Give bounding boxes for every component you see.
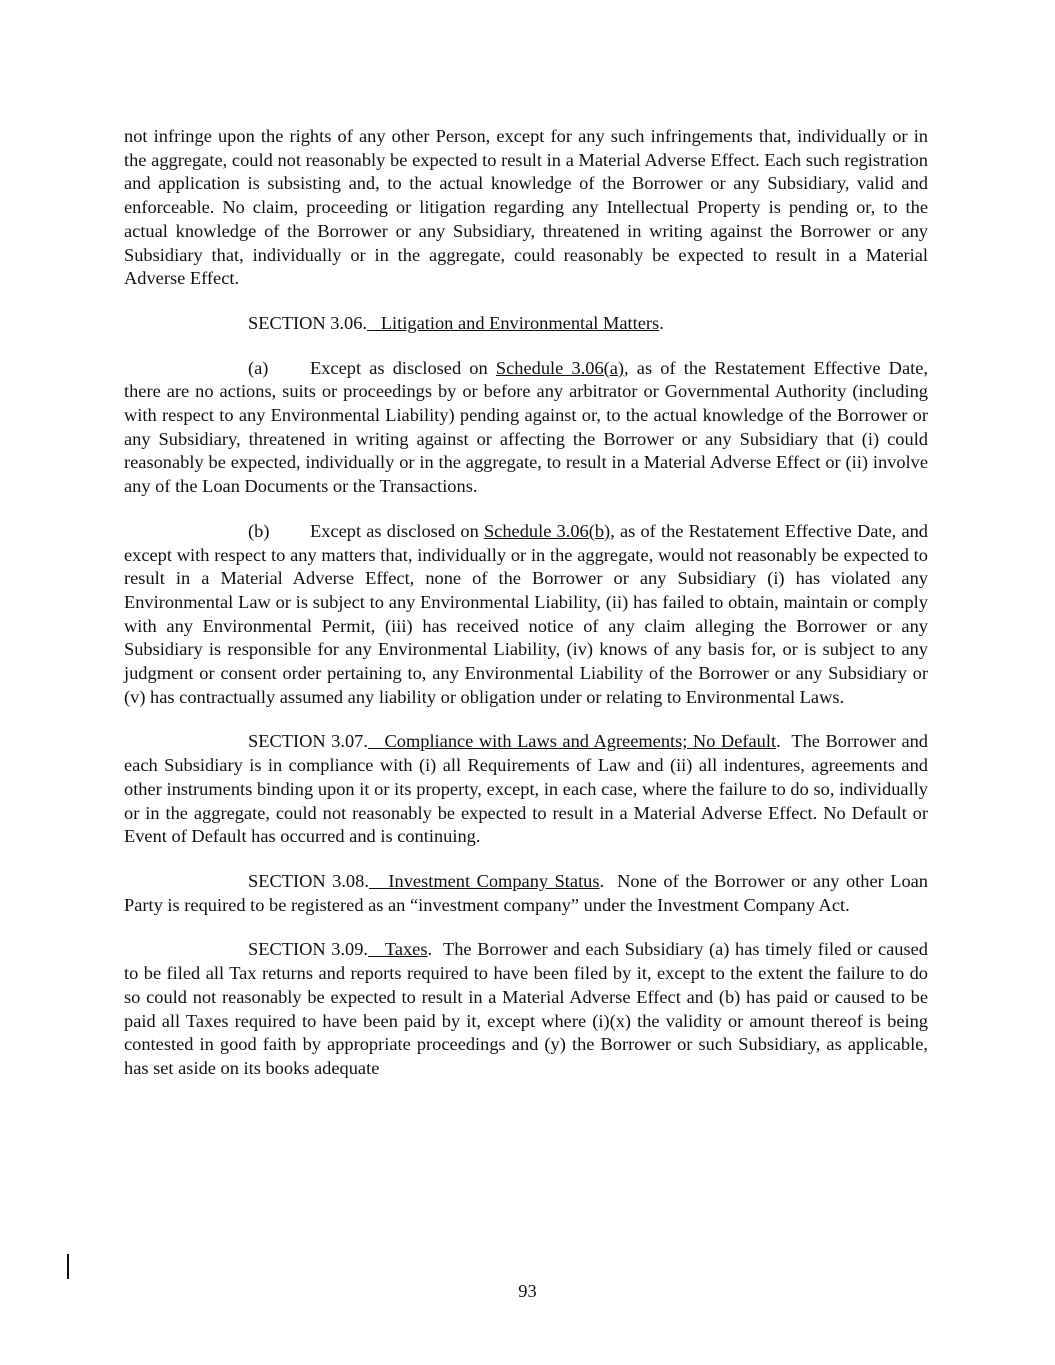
section-3-07-body: The Borrower and each Subsidiary is in compliance with (i) all Requirements of Law and (ii) all indentures, agreements and other instruments binding upon it or its property, except, in each case, where the failure to do so, individually or in the aggregate, could not reasonably be expected to result in a Material Adverse Effect. No Default or Event of Default has occurred and is continuing. — [124, 731, 928, 847]
section-3-08-title: Investment Company Status — [388, 870, 600, 891]
section-3-06-title: Litigation and Environmental Matters — [380, 312, 660, 333]
clause-b-pre: Except as disclosed on — [310, 520, 484, 541]
section-3-08-body: None of the Borrower or any other Loan Party is required to be registered as an “investment company” under the Investment Company Act. — [124, 870, 929, 915]
section-3-09-title: Taxes — [384, 939, 428, 960]
section-3-06-a-paragraph — [124, 357, 928, 499]
section-3-06-label: SECTION 3.06. — [248, 312, 368, 333]
schedule-3-06-a-reference: Schedule 3.06(a) — [495, 357, 625, 378]
section-3-06-b-paragraph — [124, 520, 928, 710]
section-3-07-label: SECTION 3.07. — [248, 731, 368, 752]
section-3-08-paragraph: SECTION 3.08. Investment Company Status. None of the Borrower or any other Loan Party is required to be registered as an “investment company” under the Investment Company Act. — [124, 870, 929, 915]
revision-bar — [67, 1254, 69, 1279]
page-number: 93 — [518, 1281, 537, 1301]
section-3-06-heading: SECTION 3.06. Litigation and Environmental Matters. — [248, 312, 664, 333]
clause-label-b: (b) — [248, 520, 270, 541]
clause-label-a: (a) — [248, 357, 269, 378]
section-3-07-title: Compliance with Laws and Agreements; No Default — [384, 731, 777, 752]
section-3-08-label: SECTION 3.08. — [248, 870, 369, 891]
continuation-paragraph: not infringe upon the rights of any other Person, except for any such infringements that, individually or in the aggregate, could not reasonably be expected to result in a Material Adverse Effect. Each such registration and application is subsisting and, to the actual knowledge of the Borrower or any Subsidiary, valid and enforceable. No claim, proceeding or litigation regarding any Intellectual Property is pending or, to the actual knowledge of the Borrower or any Subsidiary, threatened in writing against the Borrower or any Subsidiary that, individually or in the aggregate, could reasonably be expected to result in a Material Adverse Effect. — [124, 126, 928, 289]
clause-a-body: , as of the Restatement Effective Date, there are no actions, suits or proceedings by or before any arbitrator or Governmental Authority (including with respect to any Environmental Liability) pending against or, to the actual knowledge of the Borrower or any Subsidiary, threatened in writing against or affecting the Borrower or any Subsidiary that (i) could reasonably be expected, individually or in the aggregate, to result in a Material Adverse Effect or (ii) involve any of the Loan Documents or the Transactions. — [124, 357, 928, 497]
section-3-09-paragraph: SECTION 3.09. Taxes. The Borrower and each Subsidiary (a) has timely filed or caused to be filed all Tax returns and reports required to have been filed by it, except to the extent the failure to do so could not reasonably be expected to result in a Material Adverse Effect and (b) has paid or caused to be paid all Taxes required to have been paid by it, except where (i)(x) the validity or amount thereof is being contested in good faith by appropriate proceedings and (y) the Borrower or such Subsidiary, as applicable, has set aside on its books adequate — [124, 939, 929, 1078]
section-3-09-label: SECTION 3.09. — [248, 939, 369, 960]
section-3-07-paragraph: SECTION 3.07. Compliance with Laws and Agreements; No Default. The Borrower and each Subsidiary is in compliance with (i) all Requirements of Law and (ii) all indentures, agreements and other instruments binding upon it or its property, except, in each case, where the failure to do so, individually or in the aggregate, could not reasonably be expected to result in a Material Adverse Effect. No Default or Event of Default has occurred and is continuing. — [124, 731, 928, 847]
clause-b-body: , as of the Restatement Effective Date, and except with respect to any matters that, individually or in the aggregate, would not reasonably be expected to result in a Material Adverse Effect, none of the Borrower or any Subsidiary (i) has violated any Environmental Law or is subject to any Environmental Liability, (ii) has failed to obtain, maintain or comply with any Environmental Permit, (iii) has received notice of any claim alleging the Borrower or any Subsidiary is responsible for any Environmental Liability, (iv) knows of any basis for, or is subject to any judgment or consent order pertaining to, any Environmental Liability of the Borrower or any Subsidiary or (v) has contractually assumed any liability or obligation under or relating to Environmental Laws. — [124, 520, 928, 707]
schedule-3-06-b-reference: Schedule 3.06(b) — [483, 520, 611, 541]
clause-a-pre: Except as disclosed on — [310, 357, 496, 378]
document-page — [124, 125, 928, 1102]
section-3-09-body: The Borrower and each Subsidiary (a) has timely filed or caused to be filed all Tax returns and reports required to have been filed by it, except to the extent the failure to do so could not reasonably be expected to result in a Material Adverse Effect and (b) has paid or caused to be paid all Taxes required to have been paid by it, except where (i)(x) the validity or amount thereof is being contested in good faith by appropriate proceedings and (y) the Borrower or such Subsidiary, as applicable, has set aside on its books adequate — [124, 939, 929, 1078]
